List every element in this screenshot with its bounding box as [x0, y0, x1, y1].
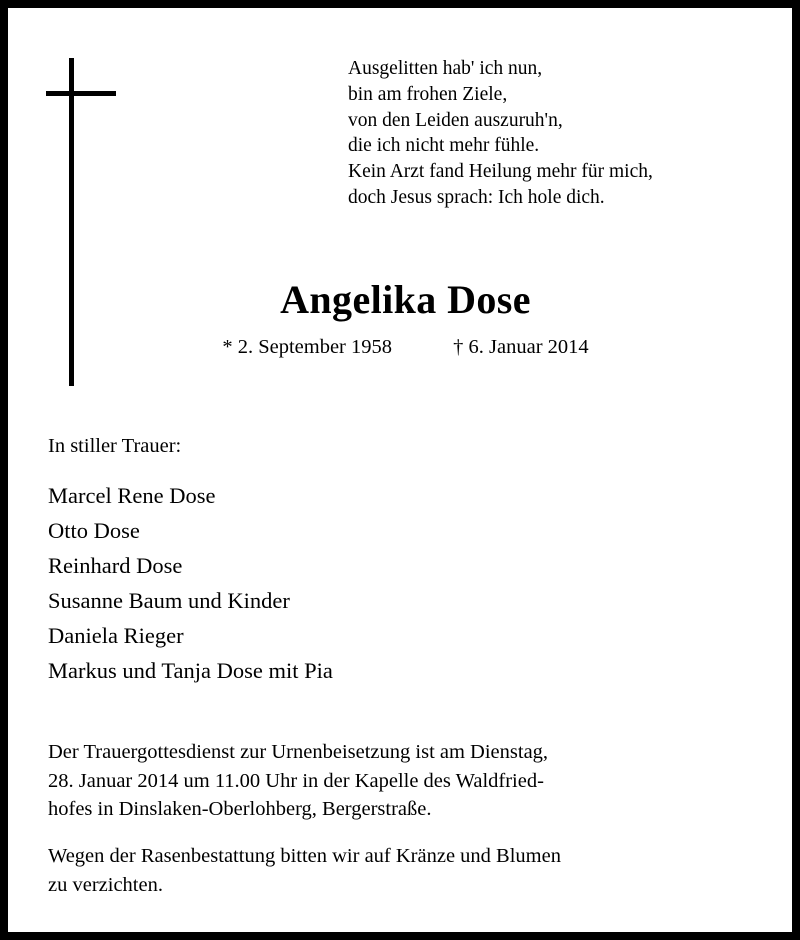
deceased-name: Angelika Dose: [280, 277, 531, 322]
flowers-line: zu verzichten.: [48, 873, 163, 896]
life-dates: [128, 334, 683, 360]
verse-line: bin am frohen Ziele,: [348, 83, 508, 105]
cross-vertical-bar: [69, 58, 74, 386]
mourning-intro: In stiller Trauer:: [48, 435, 182, 457]
list-item: Daniela Rieger: [48, 623, 184, 648]
memorial-verse: [348, 56, 778, 211]
service-line: Der Trauergottesdienst zur Urnenbeisetzung ist am Dienstag,: [48, 741, 549, 763]
verse-line: die ich nicht mehr fühle.: [348, 135, 540, 157]
flowers-request: [48, 842, 768, 899]
verse-line: Kein Arzt fand Heilung mehr für mich,: [348, 161, 653, 183]
list-item: Susanne Baum und Kinder: [48, 588, 290, 613]
verse-line: doch Jesus sprach: Ich hole dich.: [348, 186, 605, 208]
mourners-list: [48, 478, 548, 688]
list-item: Markus und Tanja Dose mit Pia: [48, 658, 333, 683]
list-item: Otto Dose: [48, 518, 140, 543]
service-details: [48, 738, 768, 824]
service-line: hofes in Dinslaken-Oberlohberg, Bergerstraße.: [48, 798, 432, 820]
death-date: † 6. Januar 2014: [453, 336, 589, 358]
birth-date: * 2. September 1958: [222, 336, 393, 358]
list-item: Marcel Rene Dose: [48, 483, 216, 508]
verse-line: von den Leiden auszuruh'n,: [348, 109, 563, 131]
flowers-line: Wegen der Rasenbestattung bitten wir auf Kränze und Blumen: [48, 845, 561, 867]
deceased-block: [128, 276, 683, 360]
list-item: Reinhard Dose: [48, 553, 183, 578]
verse-line: Ausgelitten hab' ich nun,: [348, 58, 543, 79]
service-line: 28. Januar 2014 um 11.00 Uhr in der Kapelle des Waldfried-: [48, 769, 544, 792]
cross-horizontal-bar: [46, 91, 116, 96]
cross-icon: [40, 50, 120, 390]
